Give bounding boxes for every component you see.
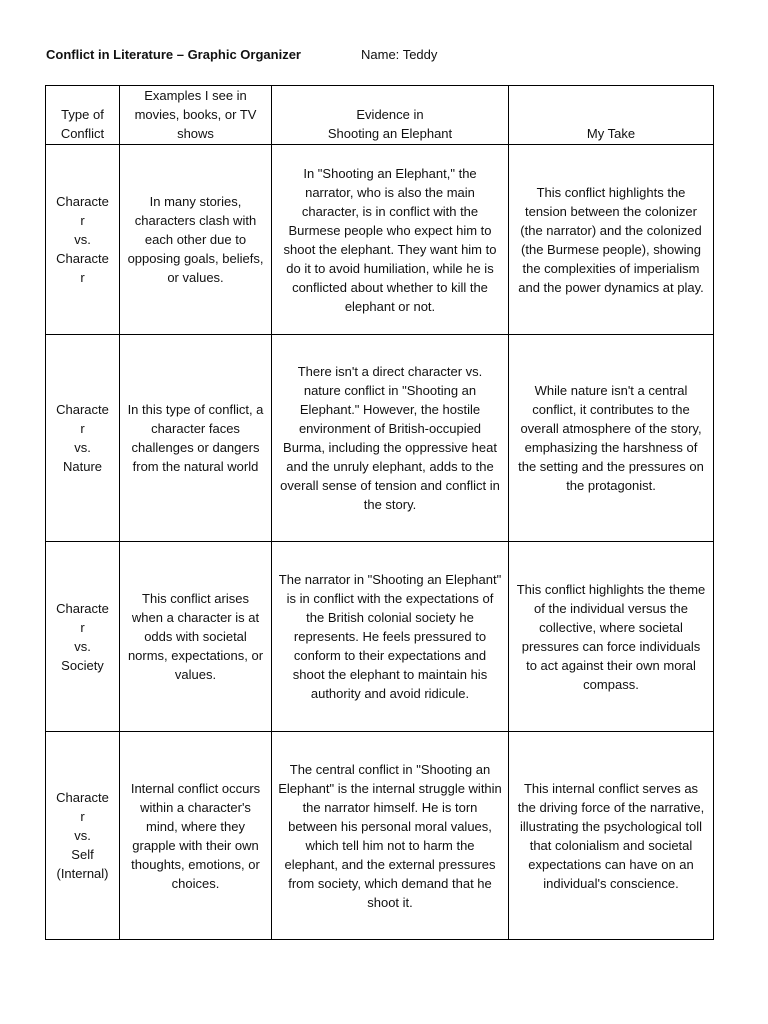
evidence-cell: The central conflict in "Shooting an Elephant" is the internal struggle within the narrator himself. He is torn between his personal moral values, which tell him not to harm the elephant, and the external pressures from society, which demand that he shoot it. [272, 732, 509, 940]
table-header-row [46, 86, 714, 145]
conflict-type-cell: Characte r vs. Self (Internal) [46, 732, 120, 940]
evidence-cell: The narrator in "Shooting an Elephant" is in conflict with the expectations of the British colonial society he represents. He feels pressured to conform to their expectations and shoot the elephant to maintain his authority and avoid ridicule. [272, 542, 509, 732]
header-type-of-conflict: Type of Conflict [46, 86, 120, 145]
conflict-type-cell: Characte r vs. Characte r [46, 145, 120, 335]
header-evidence: Evidence in Shooting an Elephant [272, 86, 509, 145]
conflict-type-cell: Characte r vs. Nature [46, 335, 120, 542]
examples-cell: In many stories, characters clash with each other due to opposing goals, beliefs, or values. [120, 145, 272, 335]
document-header [46, 47, 726, 67]
table-row [46, 145, 714, 335]
examples-cell: This conflict arises when a character is at odds with societal norms, expectations, or values. [120, 542, 272, 732]
evidence-cell: In "Shooting an Elephant," the narrator, who is also the main character, is in conflict with the Burmese people who expect him to shoot the elephant. They want him to do it to avoid humiliation, while he is conflicted about whether to kill the elephant or not. [272, 145, 509, 335]
name-line [361, 47, 437, 62]
name-label: Name: [361, 47, 400, 62]
my-take-cell: This conflict highlights the theme of the individual versus the collective, where societal pressures can force individuals to act against their own moral compass. [509, 542, 714, 732]
table-row [46, 335, 714, 542]
evidence-cell: There isn't a direct character vs. nature conflict in "Shooting an Elephant." However, the hostile environment of British-occupied Burma, including the oppressive heat and the unruly elephant, adds to the overall sense of tension and conflict in the story. [272, 335, 509, 542]
examples-cell: Internal conflict occurs within a character's mind, where they grapple with their own thoughts, emotions, or choices. [120, 732, 272, 940]
header-my-take: My Take [509, 86, 714, 145]
my-take-cell: This conflict highlights the tension between the colonizer (the narrator) and the colonized (the Burmese people), showing the complexities of imperialism and the power dynamics at play. [509, 145, 714, 335]
my-take-cell: This internal conflict serves as the driving force of the narrative, illustrating the psychological toll that colonialism and societal expectations can have on an individual's conscience. [509, 732, 714, 940]
table-row [46, 542, 714, 732]
header-examples: Examples I see in movies, books, or TV shows [120, 86, 272, 145]
document-title: Conflict in Literature – Graphic Organizer [46, 47, 301, 62]
conflict-type-cell: Characte r vs. Society [46, 542, 120, 732]
graphic-organizer-table [45, 85, 714, 940]
table-row [46, 732, 714, 940]
my-take-cell: While nature isn't a central conflict, it contributes to the overall atmosphere of the story, emphasizing the harshness of the setting and the pressures on the protagonist. [509, 335, 714, 542]
examples-cell: In this type of conflict, a character faces challenges or dangers from the natural world [120, 335, 272, 542]
name-value: Teddy [402, 47, 438, 62]
